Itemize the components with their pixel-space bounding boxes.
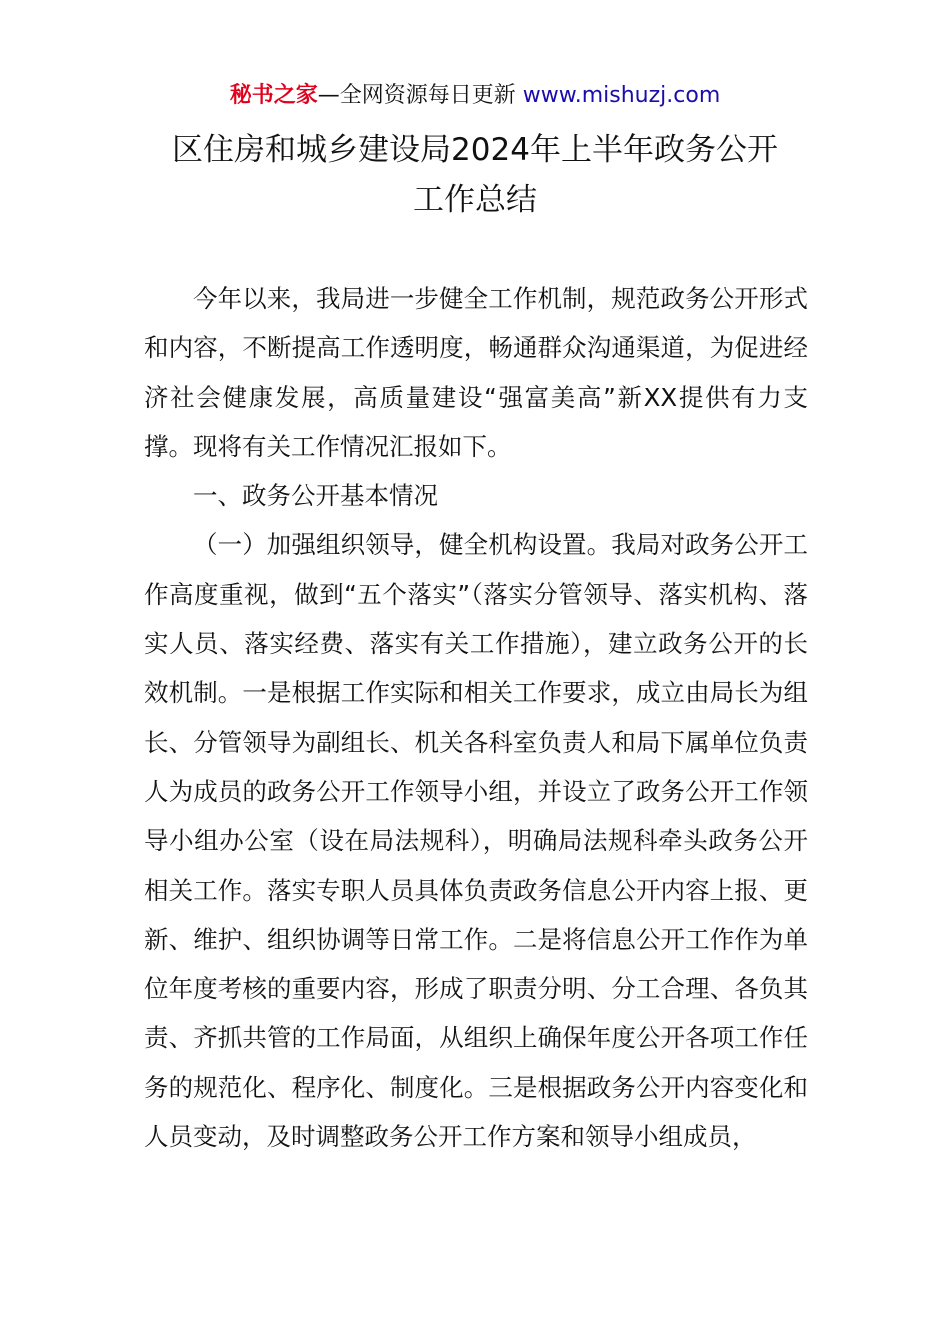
intro-paragraph: 今年以来，我局进一步健全工作机制，规范政务公开形式和内容，不断提高工作透明度，畅通群众沟通渠道，为促进经济社会健康发展，高质量建设“强富美高”新XX提供有力支撑。现将有关工作情况汇报如下。 bbox=[144, 284, 808, 461]
body-paragraph: （一）加强组织领导，健全机构设置。我局对政务公开工作高度重视，做到“五个落实”（落实分管领导、落实机构、落实人员、落实经费、落实有关工作措施），建立政务公开的长效机制。一是根据工作实际和相关工作要求，成立由局长为组长、分管领导为副组长、机关各科室负责人和局下属单位负责人为成员的政务公开工作领导小组，并设立了政务公开工作领导小组办公室（设在局法规科），明确局法规科牵头政务公开相关工作。落实专职人员具体负责政务信息公开内容上报、更新、维护、组织协调等日常工作。二是将信息公开工作作为单位年度考核的重要内容，形成了职责分明、分工合理、各负其责、齐抓共管的工作局面，从组织上确保年度公开各项工作任务的规范化、程序化、制度化。三是根据政务公开内容变化和人员变动，及时调整政务公开工作方案和领导小组成员， bbox=[144, 530, 808, 1152]
title-line-2: 工作总结 bbox=[413, 182, 537, 218]
document-body bbox=[144, 274, 808, 1161]
section-heading: 一、政务公开基本情况 bbox=[193, 481, 438, 511]
header-tagline: —全网资源每日更新 bbox=[317, 83, 523, 108]
document-title bbox=[0, 125, 950, 225]
title-line-1: 区住房和城乡建设局2024年上半年政务公开 bbox=[172, 132, 778, 168]
site-url-link[interactable]: www.mishuzj.com bbox=[522, 83, 721, 108]
brand-name: 秘书之家 bbox=[229, 83, 318, 108]
site-header bbox=[0, 80, 950, 112]
